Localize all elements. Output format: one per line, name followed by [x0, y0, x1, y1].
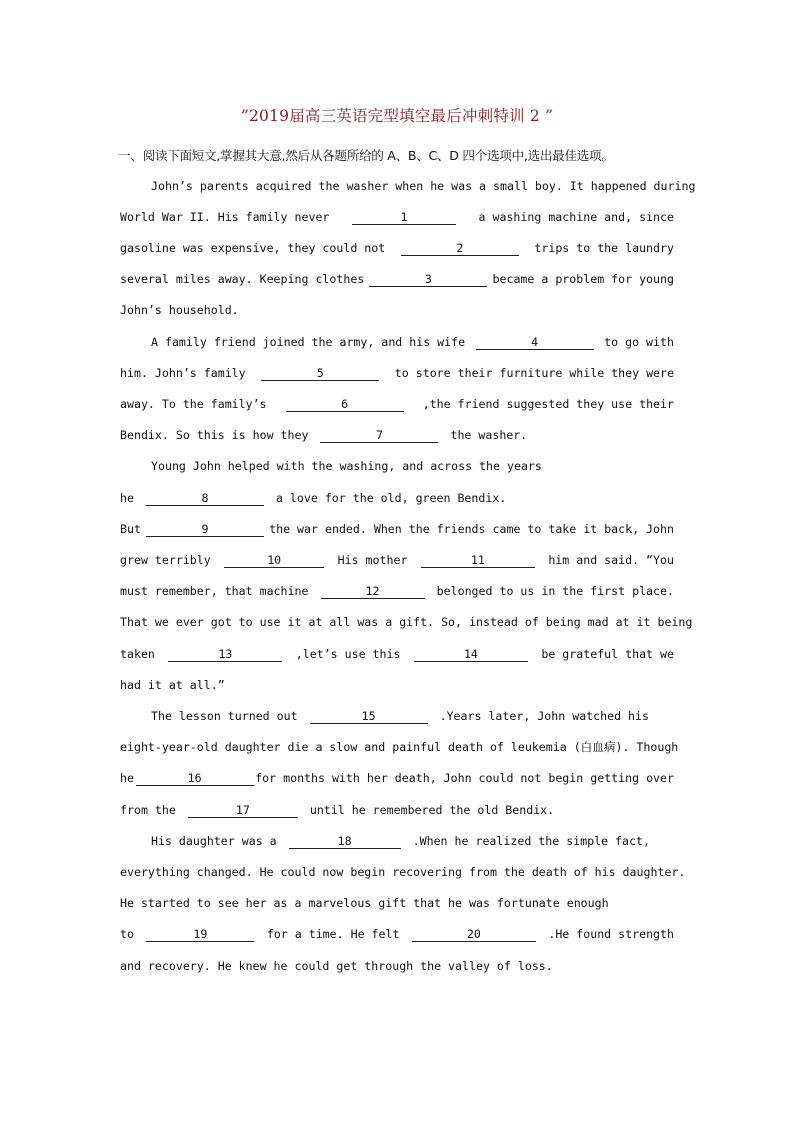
text-line: Bendix. So this is how they 7 the washer.	[120, 428, 528, 442]
blank-5[interactable]: 5	[261, 366, 379, 381]
blank-16[interactable]: 16	[136, 771, 254, 786]
text-line: away. To the family’s 6 ,the friend suggested they use their	[120, 397, 674, 411]
blank-6[interactable]: 6	[286, 397, 404, 412]
blank-4[interactable]: 4	[476, 335, 594, 350]
text-line: grew terribly 10 His mother 11 him and said. “You	[120, 553, 674, 567]
text-line: eight-year-old daughter die a slow and painful death of leukemia (白血病). Though	[120, 740, 679, 754]
text-line: His daughter was a 18 .When he realized the simple fact,	[151, 834, 650, 848]
blank-10[interactable]: 10	[224, 553, 324, 568]
text-line: him. John’s family 5 to store their furniture while they were	[120, 366, 674, 380]
text-line: The lesson turned out 15 .Years later, John watched his	[151, 709, 649, 723]
blank-13[interactable]: 13	[168, 647, 282, 662]
text-line: he 8 a love for the old, green Bendix.	[120, 491, 507, 505]
text-line: everything changed. He could now begin recovering from the death of his daughter.	[120, 865, 686, 879]
text-line: John’s parents acquired the washer when he was a small boy. It happened during	[151, 179, 696, 193]
text-line: That we ever got to use it at all was a gift. So, instead of being mad at it being	[120, 615, 693, 629]
blank-17[interactable]: 17	[188, 803, 298, 818]
text-line: He started to see her as a marvelous gift that he was fortunate enough	[120, 896, 609, 910]
text-line: But 9 the war ended. When the friends came to take it back, John	[120, 522, 674, 536]
text-line: had it at all.”	[120, 678, 225, 692]
blank-14[interactable]: 14	[414, 647, 528, 662]
text-line: John’s household.	[120, 303, 239, 317]
blank-2[interactable]: 2	[401, 241, 519, 256]
text-line: several miles away. Keeping clothes 3 became a problem for young	[120, 272, 674, 286]
blank-19[interactable]: 19	[146, 927, 254, 942]
text-line: to 19 for a time. He felt 20 .He found strength	[120, 927, 674, 941]
text-line: must remember, that machine 12 belonged to us in the first place.	[120, 584, 674, 598]
page-title: ”2019届高三英语完型填空最后冲刺特训 2 ”	[240, 107, 554, 125]
text-line: gasoline was expensive, they could not 2 trips to the laundry	[120, 241, 674, 255]
text-line: from the 17 until he remembered the old Bendix.	[120, 803, 555, 817]
blank-7[interactable]: 7	[320, 428, 438, 443]
blank-15[interactable]: 15	[310, 709, 428, 724]
blank-8[interactable]: 8	[146, 491, 264, 506]
text-line: taken 13 ,let’s use this 14 be grateful that we	[120, 647, 674, 661]
text-line: he 16 for months with her death, John could not begin getting over	[120, 771, 674, 785]
text-line: A family friend joined the army, and his wife 4 to go with	[151, 335, 674, 349]
blank-18[interactable]: 18	[289, 834, 401, 849]
instructions: 一、阅读下面短文,掌握其大意,然后从各题所给的 A、B、C、D 四个选项中,选出最佳选项。	[118, 148, 614, 163]
text-line: and recovery. He knew he could get through the valley of loss.	[120, 959, 553, 973]
text-line: Young John helped with the washing, and across the years	[151, 459, 542, 473]
blank-12[interactable]: 12	[321, 584, 425, 599]
text-line: World War II. His family never 1 a washing machine and, since	[120, 210, 674, 224]
blank-3[interactable]: 3	[369, 272, 487, 287]
blank-11[interactable]: 11	[421, 553, 535, 568]
blank-1[interactable]: 1	[352, 210, 456, 225]
blank-9[interactable]: 9	[146, 522, 264, 537]
blank-20[interactable]: 20	[412, 927, 536, 942]
